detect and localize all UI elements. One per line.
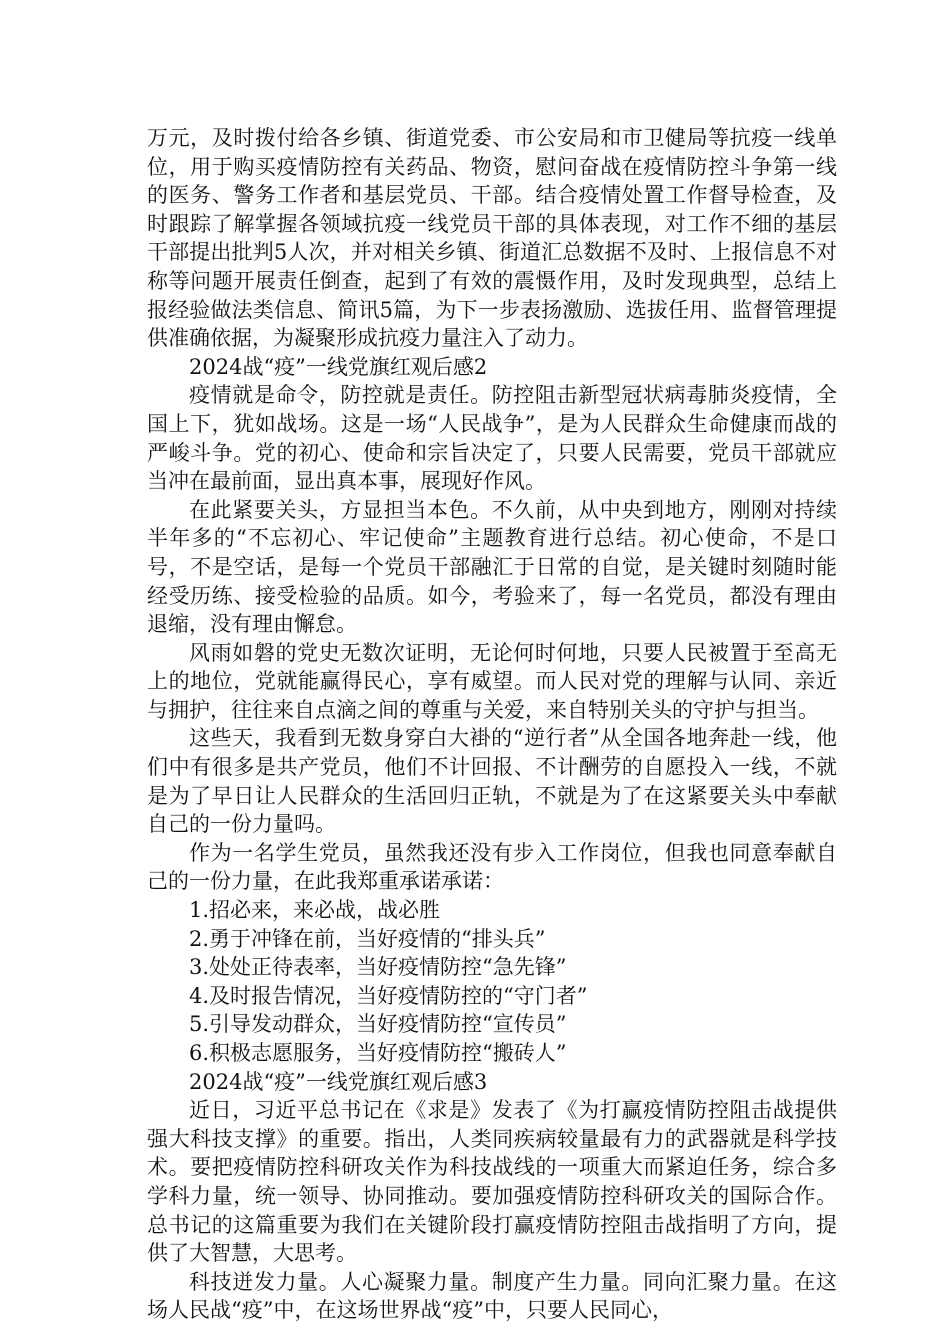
- paragraph: 这些天，我看到无数身穿白大褂的“逆行者”从全国各地奔赴一线，他们中有很多是共产党员，他们不计回报、不计酬劳的自愿投入一线，不就是为了早日让人民群众的生活回归正轨，不就是为了在这紧要关头中奉献自己的一份力量吗。: [147, 726, 837, 837]
- list-item: 3.处处正待表率，当好疫情防控“急先锋”: [189, 955, 567, 980]
- paragraph: 作为一名学生党员，虽然我还没有步入工作岗位，但我也同意奉献自己的一份力量，在此我郑重承诺承诺：: [147, 840, 837, 894]
- paragraph: 近日，习近平总书记在《求是》发表了《为打赢疫情防控阻击战提供强大科技支撑》的重要。指出，人类同疾病较量最有力的武器就是科学技术。要把疫情防控科研攻关作为科技战线的一项重大而紧迫任务，综合多学科力量，统一领导、协同推动。要加强疫情防控科研攻关的国际合作。总书记的这篇重要为我们在关键阶段打赢疫情防控阻击战指明了方向，提供了大智慧，大思考。: [147, 1098, 837, 1266]
- list-item: 4.及时报告情况，当好疫情防控的“守门者”: [189, 983, 588, 1008]
- paragraph: 科技迸发力量。人心凝聚力量。制度产生力量。同向汇聚力量。在这场人民战“疫”中，在这场世界战“疫”中，只要人民同心，: [147, 1269, 837, 1323]
- document-body: [147, 124, 837, 1325]
- list-item: 6.积极志愿服务，当好疫情防控“搬砖人”: [189, 1041, 567, 1065]
- paragraph: 在此紧要关头，方显担当本色。不久前，从中央到地方，刚刚对持续半年多的“不忘初心、牢记使命”主题教育进行总结。初心使命，不是口号，不是空话，是每一个党员干部融汇于日常的自觉，是关键时刻随时能经受历练、接受检验的品质。如今，考验来了，每一名党员，都没有理由退缩，没有理由懈怠。: [147, 497, 837, 637]
- list-item: 2.勇于冲锋在前，当好疫情的“排头兵”: [189, 926, 546, 951]
- paragraph: 疫情就是命令，防控就是责任。防控阻击新型冠状病毒肺炎疫情，全国上下，犹如战场。这是一场“人民战争”，是为人民群众生命健康而战的严峻斗争。党的初心、使命和宗旨决定了，只要人民需要，党员干部就应当冲在最前面，显出真本事，展现好作风。: [147, 383, 837, 494]
- paragraph: 风雨如磐的党史无数次证明，无论何时何地，只要人民被置于至高无上的地位，党就能赢得民心，享有威望。而人民对党的理解与认同、亲近与拥护，往往来自点滴之间的尊重与关爱，来自特别关头的守护与担当。: [147, 640, 837, 722]
- list-item: 1.招必来，来必战，战必胜: [189, 898, 441, 923]
- list-item: 5.引导发动群众，当好疫情防控“宣传员”: [189, 1012, 567, 1037]
- paragraph: 万元，及时拨付给各乡镇、街道党委、市公安局和市卫健局等抗疫一线单位，用于购买疫情防控有关药品、物资，慰问奋战在疫情防控斗争第一线的医务、警务工作者和基层党员、干部。结合疫情处置工作督导检查，及时跟踪了解掌握各领域抗疫一线党员干部的具体表现，对工作不细的基层干部提出批判5人次，并对相关乡镇、街道汇总数据不及时、上报信息不对称等问题开展责任倒查，起到了有效的震慑作用，及时发现典型，总结上报经验做法类信息、简讯5篇，为下一步表扬激励、选拔任用、监督管理提供准确依据，为凝聚形成抗疫力量注入了动力。: [147, 126, 837, 351]
- section-heading: 2024战“疫”一线党旗红观后感2: [189, 354, 488, 379]
- section-heading: 2024战“疫”一线党旗红观后感3: [189, 1069, 488, 1094]
